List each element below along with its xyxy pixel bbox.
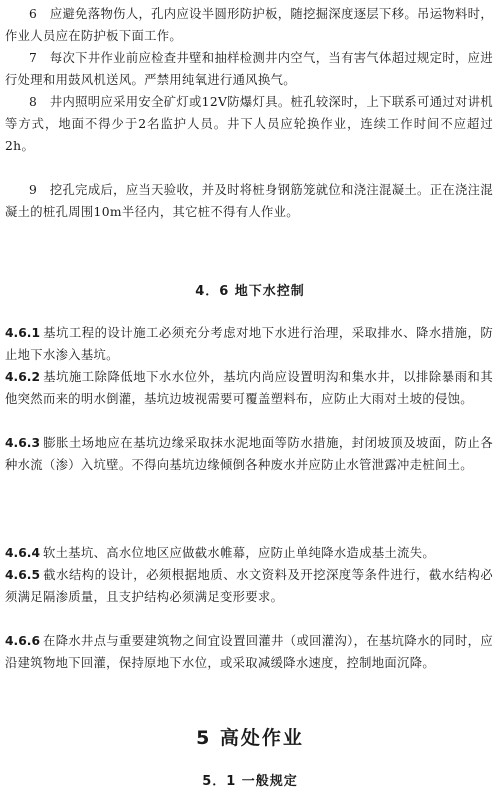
clause-4-6-6 bbox=[5, 630, 493, 674]
clause-number: 4.6.2 bbox=[5, 370, 41, 384]
clause-text: 基坑施工除降低地下水水位外，基坑内尚应设置明沟和集水井，以排除暴雨和其他突然而来的明水倒灌，基坑边坡视需要可覆盖塑料布，应防止大雨对土坡的侵蚀。 bbox=[5, 370, 493, 406]
clause-number: 4.6.3 bbox=[5, 436, 41, 450]
clause-4-6-5 bbox=[5, 564, 493, 608]
clause-4-6-2 bbox=[5, 366, 493, 410]
clause-text: 截水结构的设计，必须根据地质、水文资料及开挖深度等条件进行，截水结构必须满足隔渗质量，且支护结构必须满足变形要求。 bbox=[5, 568, 493, 604]
clause-text: 膨胀土场地应在基坑边缘采取抹水泥地面等防水措施，封闭坡顶及坡面，防止各种水流（渗）入坑壁。不得向基坑边缘倾倒各种废水并应防止水管泄露冲走桩间土。 bbox=[5, 436, 493, 472]
paragraph-item-6: 6 应避免落物伤人，孔内应设半圆形防护板，随挖掘深度逐层下移。吊运物料时，作业人员应在防护板下面工作。 bbox=[5, 7, 493, 43]
section-title-5-1: 5．1 一般规定 bbox=[202, 774, 298, 789]
paragraph-item-8: 8 井内照明应采用安全矿灯或12V防爆灯具。桩孔较深时，上下联系可通过对讲机等方式，地面不得少于2名监护人员。井下人员应轮换作业，连续工作时间不应超过2h。 bbox=[5, 95, 493, 153]
clause-number: 4.6.6 bbox=[5, 634, 41, 648]
clause-text: 在降水井点与重要建筑物之间宜设置回灌井（或回灌沟），在基坑降水的同时，应沿建筑物地下回灌，保持原地下水位，或采取减缓降水速度，控制地面沉降。 bbox=[5, 634, 493, 670]
clause-number: 4.6.1 bbox=[5, 326, 41, 340]
clause-text: 软土基坑、高水位地区应做截水帷幕，应防止单纯降水造成基土流失。 bbox=[43, 546, 436, 560]
clause-4-6-1 bbox=[5, 322, 493, 366]
paragraph-item-9: 9 挖孔完成后，应当天验收，并及时将桩身钢筋笼就位和浇注混凝土。正在浇注混凝土的桩孔周围10m半径内，其它桩不得有人作业。 bbox=[5, 183, 493, 219]
clause-text: 基坑工程的设计施工必须充分考虑对地下水进行治理，采取排水、降水措施，防止地下水渗入基坑。 bbox=[5, 326, 493, 362]
clause-number: 4.6.4 bbox=[5, 546, 41, 560]
clause-number: 4.6.5 bbox=[5, 568, 41, 582]
clause-4-6-3 bbox=[5, 432, 493, 476]
chapter-title-5: 5 高处作业 bbox=[196, 727, 304, 749]
section-title-4-6: 4．6 地下水控制 bbox=[195, 284, 305, 299]
paragraph-item-7: 7 每次下井作业前应检查井壁和抽样检测井内空气，当有害气体超过规定时，应进行处理和用鼓风机送风。严禁用纯氧进行通风换气。 bbox=[5, 51, 493, 87]
clause-4-6-4 bbox=[5, 542, 493, 564]
